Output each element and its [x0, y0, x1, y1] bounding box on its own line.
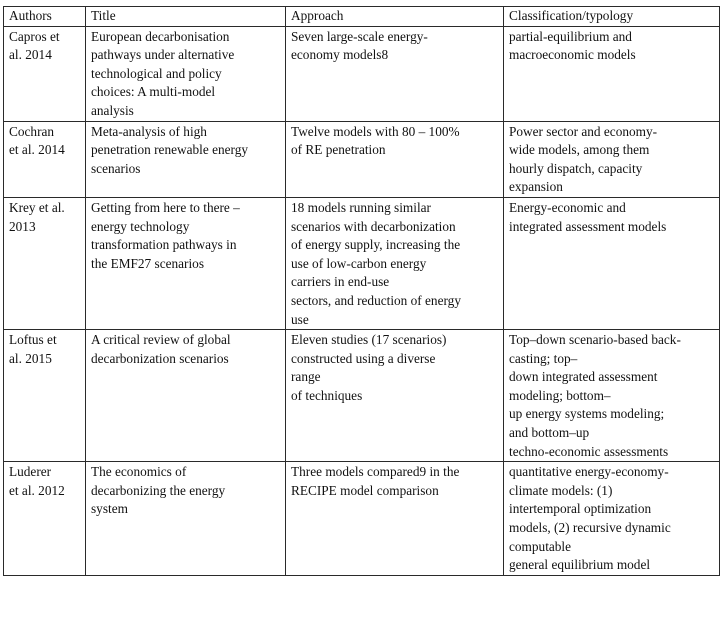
approach-cell: Twelve models with 80 – 100% of RE penetration: [286, 121, 504, 197]
title-cell: Getting from here to there – energy technology transformation pathways in the EMF27 scenarios: [86, 197, 286, 329]
header-row: [4, 7, 720, 27]
classification-cell: quantitative energy-economy- climate models: (1) intertemporal optimization models, (2) recursive dynamic computable general equilibrium model: [504, 462, 720, 576]
table-row: [4, 462, 720, 576]
table-row: [4, 121, 720, 197]
authors-cell: Capros et al. 2014: [4, 26, 86, 121]
title-cell: A critical review of global decarbonization scenarios: [86, 330, 286, 462]
approach-cell: Three models compared9 in the RECIPE model comparison: [286, 462, 504, 576]
table-row: [4, 197, 720, 329]
authors-cell: Luderer et al. 2012: [4, 462, 86, 576]
classification-cell: Top–down scenario-based back- casting; top– down integrated assessment modeling; bottom– up energy systems modeling; and bottom–up techno-economic assessments: [504, 330, 720, 462]
title-cell: Meta-analysis of high penetration renewable energy scenarios: [86, 121, 286, 197]
table-row: [4, 330, 720, 462]
authors-cell: Krey et al. 2013: [4, 197, 86, 329]
authors-cell: Cochran et al. 2014: [4, 121, 86, 197]
classification-cell: Power sector and economy- wide models, among them hourly dispatch, capacity expansion: [504, 121, 720, 197]
approach-cell: Eleven studies (17 scenarios) constructed using a diverse range of techniques: [286, 330, 504, 462]
approach-cell: Seven large-scale energy- economy models8: [286, 26, 504, 121]
header-authors: Authors: [4, 7, 86, 27]
header-classification: Classification/typology: [504, 7, 720, 27]
title-cell: European decarbonisation pathways under alternative technological and policy choices: A multi-model analysis: [86, 26, 286, 121]
review-table: [3, 6, 720, 576]
table-body: [4, 26, 720, 575]
authors-cell: Loftus et al. 2015: [4, 330, 86, 462]
classification-cell: partial-equilibrium and macroeconomic models: [504, 26, 720, 121]
table-row: [4, 26, 720, 121]
classification-cell: Energy-economic and integrated assessment models: [504, 197, 720, 329]
table-header: [4, 7, 720, 27]
approach-cell: 18 models running similar scenarios with decarbonization of energy supply, increasing the use of low-carbon energy carriers in end-use sectors, and reduction of energy use: [286, 197, 504, 329]
title-cell: The economics of decarbonizing the energy system: [86, 462, 286, 576]
header-title: Title: [86, 7, 286, 27]
header-approach: Approach: [286, 7, 504, 27]
